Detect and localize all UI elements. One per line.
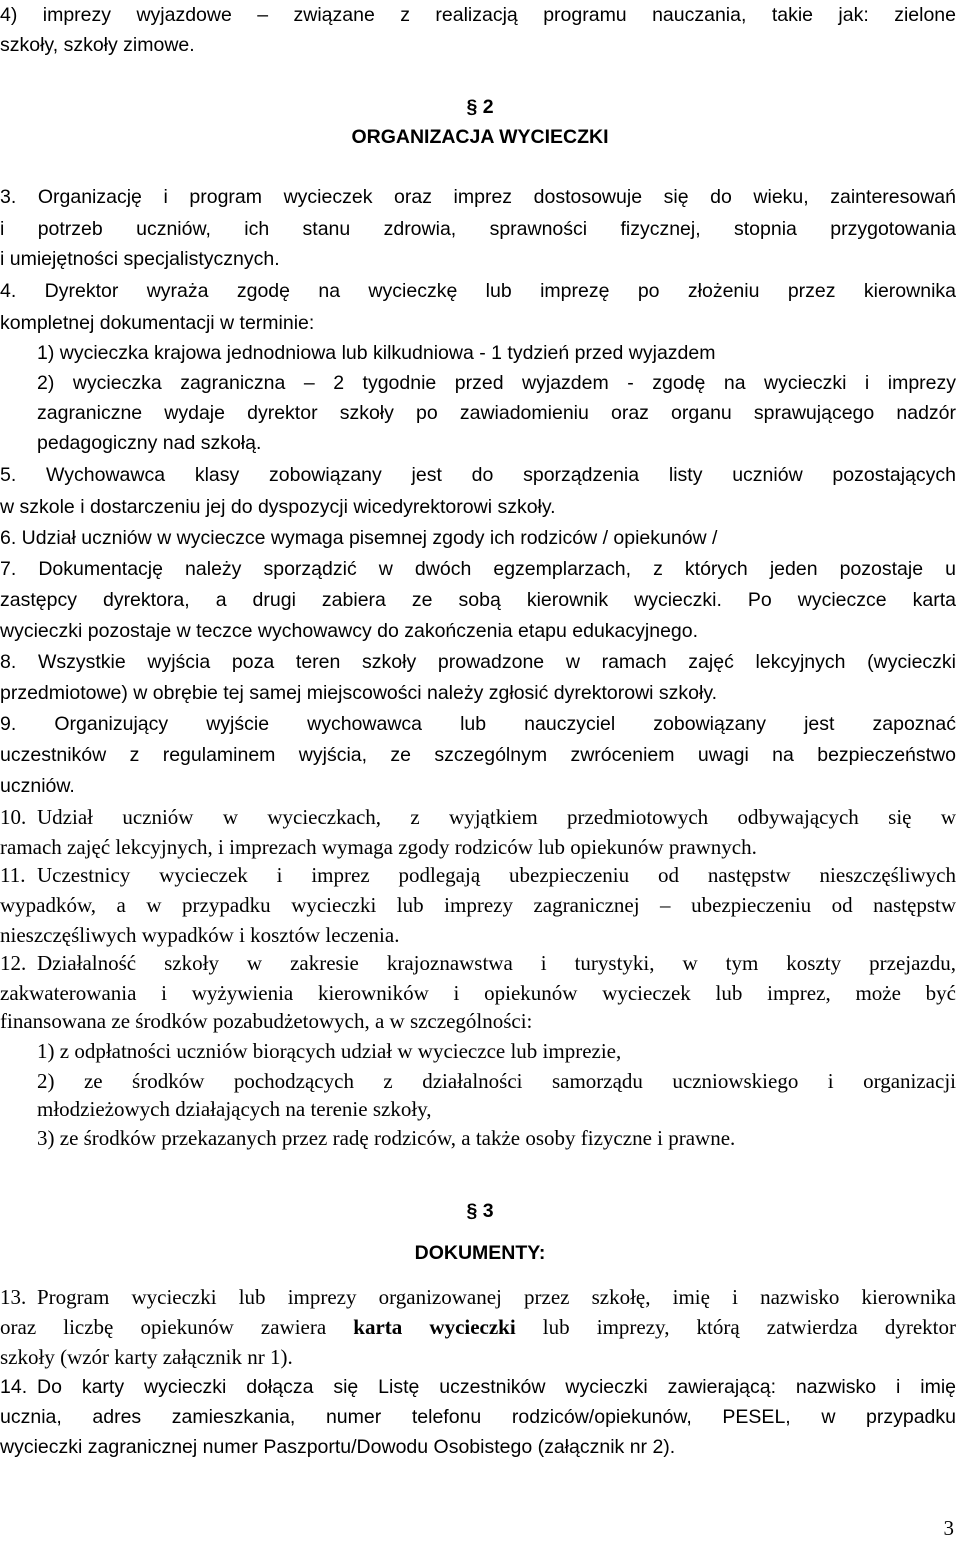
paragraph-12-line-3: finansowana ze środków pozabudżetowych, a w szczególności: <box>0 1009 533 1033</box>
paragraph-14-number: 14. <box>0 1376 28 1398</box>
paragraph-9-line-1: 9. Organizujący wyjście wychowawca lub nauczyciel zobowiązany jest zapoznać <box>0 713 956 735</box>
paragraph-13-line-3: szkoły (wzór karty załącznik nr 1). <box>0 1345 293 1369</box>
paragraph-14-line-3: wycieczki zagranicznej numer Paszportu/Dowodu Osobistego (załącznik nr 2). <box>0 1436 676 1458</box>
paragraph-13-line-2-end: lub imprezy, którą zatwierdza dyrektor <box>515 1315 956 1339</box>
paragraph-13-line-1: Program wycieczki lub imprezy organizowanej przez szkołę, imię i nazwisko kierownika <box>37 1285 956 1309</box>
paragraph-7-line-3: wycieczki pozostaje w teczce wychowawcy do zakończenia etapu edukacyjnego. <box>0 620 699 642</box>
paragraph-4-line-1: 4. Dyrektor wyraża zgodę na wycieczkę lub imprezę po złożeniu przez kierownika <box>0 280 956 302</box>
karta-wycieczki-term: karta wycieczki <box>353 1315 516 1339</box>
paragraph-3-line-2: i potrzeb uczniów, ich stanu zdrowia, sprawności fizycznej, stopnia przygotowania <box>0 218 956 240</box>
paragraph-7-line-2: zastępcy dyrektora, a drugi zabiera ze sobą kierownik wycieczki. Po wycieczce karta <box>0 589 956 611</box>
paragraph-4-sub-2-line-1: 2) wycieczka zagraniczna – 2 tygodnie przed wyjazdem - zgodę na wycieczki i imprezy <box>37 372 956 394</box>
paragraph-6-line-1: 6. Udział uczniów w wycieczce wymaga pisemnej zgody ich rodziców / opiekunów / <box>0 527 718 549</box>
paragraph-12-sub-1: 1) z odpłatności uczniów biorących udział w wycieczce lub imprezie, <box>37 1039 622 1063</box>
paragraph-5-line-2: w szkole i dostarczeniu jej do dyspozycji wicedyrektorowi szkoły. <box>0 496 556 518</box>
paragraph-14-line-1: Do karty wycieczki dołącza się Listę uczestników wycieczki zawierającą: nazwisko i imię <box>37 1376 956 1398</box>
paragraph-8-line-2: przedmiotowe) w obrębie tej samej miejscowości należy zgłosić dyrektorowi szkoły. <box>0 682 718 704</box>
paragraph-10-number: 10. <box>0 805 27 829</box>
paragraph-11-line-1: Uczestnicy wycieczek i imprez podlegają ubezpieczeniu od następstw nieszczęśliwych <box>37 863 956 887</box>
section-3-number: § 3 <box>466 1200 494 1222</box>
paragraph-11-line-3: nieszczęśliwych wypadków i kosztów leczenia. <box>0 923 400 947</box>
section-2-number: § 2 <box>466 96 494 118</box>
paragraph-12-line-2: zakwaterowania i wyżywienia kierowników i opiekunów wycieczek lub imprez, może być <box>0 981 956 1005</box>
paragraph-10-line-1: Udział uczniów w wycieczkach, z wyjątkiem przedmiotowych odbywających się w <box>37 805 956 829</box>
paragraph-4-sub-2-line-3: pedagogiczny nad szkołą. <box>37 432 262 454</box>
paragraph-11-number: 11. <box>0 863 26 887</box>
section-3-title: DOKUMENTY: <box>414 1242 546 1264</box>
section-2-title: ORGANIZACJA WYCIECZKI <box>351 126 609 148</box>
paragraph-3-line-1: 3. Organizację i program wycieczek oraz imprez dostosowuje się do wieku, zainteresowań <box>0 186 956 208</box>
page-number: 3 <box>943 1516 954 1540</box>
paragraph-12-number: 12. <box>0 951 27 975</box>
paragraph-5-line-1: 5. Wychowawca klasy zobowiązany jest do sporządzenia listy uczniów pozostających <box>0 464 956 486</box>
item-4-line-2: szkoły, szkoły zimowe. <box>0 34 195 56</box>
paragraph-9-line-3: uczniów. <box>0 775 75 797</box>
paragraph-12-sub-2-line-1: 2) ze środków pochodzących z działalności samorządu uczniowskiego i organizacji <box>37 1069 956 1093</box>
paragraph-3-line-3: i umiejętności specjalistycznych. <box>0 248 280 270</box>
paragraph-11-line-2: wypadków, a w przypadku wycieczki lub imprezy zagranicznej – ubezpieczeniu od następstw <box>0 893 956 917</box>
paragraph-14-line-2: ucznia, adres zamieszkania, numer telefonu rodziców/opiekunów, PESEL, w przypadku <box>0 1406 956 1428</box>
paragraph-12-sub-2-line-2: młodzieżowych działających na terenie szkoły, <box>37 1097 432 1121</box>
paragraph-12-line-1: Działalność szkoły w zakresie krajoznawstwa i turystyki, w tym koszty przejazdu, <box>37 951 956 975</box>
paragraph-12-sub-3: 3) ze środków przekazanych przez radę rodziców, a także osoby fizyczne i prawne. <box>37 1126 736 1150</box>
paragraph-9-line-2: uczestników z regulaminem wyjścia, ze szczególnym zwróceniem uwagi na bezpieczeństwo <box>0 744 956 766</box>
paragraph-13-number: 13. <box>0 1285 27 1309</box>
paragraph-4-line-2: kompletnej dokumentacji w terminie: <box>0 312 315 334</box>
paragraph-7-line-1: 7. Dokumentację należy sporządzić w dwóch egzemplarzach, z których jeden pozostaje u <box>0 558 956 580</box>
paragraph-4-sub-1: 1) wycieczka krajowa jednodniowa lub kilkudniowa - 1 tydzień przed wyjazdem <box>37 342 716 364</box>
paragraph-8-line-1: 8. Wszystkie wyjścia poza teren szkoły prowadzone w ramach zajęć lekcyjnych (wycieczki <box>0 651 956 673</box>
paragraph-4-sub-2-line-2: zagraniczne wydaje dyrektor szkoły po zawiadomieniu oraz organu sprawującego nadzór <box>37 402 956 424</box>
paragraph-10-line-2: ramach zajęć lekcyjnych, i imprezach wymaga zgody rodziców lub opiekunów prawnych. <box>0 835 757 859</box>
item-4-line-1: 4) imprezy wyjazdowe – związane z realizacją programu nauczania, takie jak: zielone <box>0 4 956 26</box>
paragraph-13-line-2-start: oraz liczbę opiekunów zawiera <box>0 1315 354 1339</box>
paragraph-13-line-2 <box>0 1312 956 1342</box>
